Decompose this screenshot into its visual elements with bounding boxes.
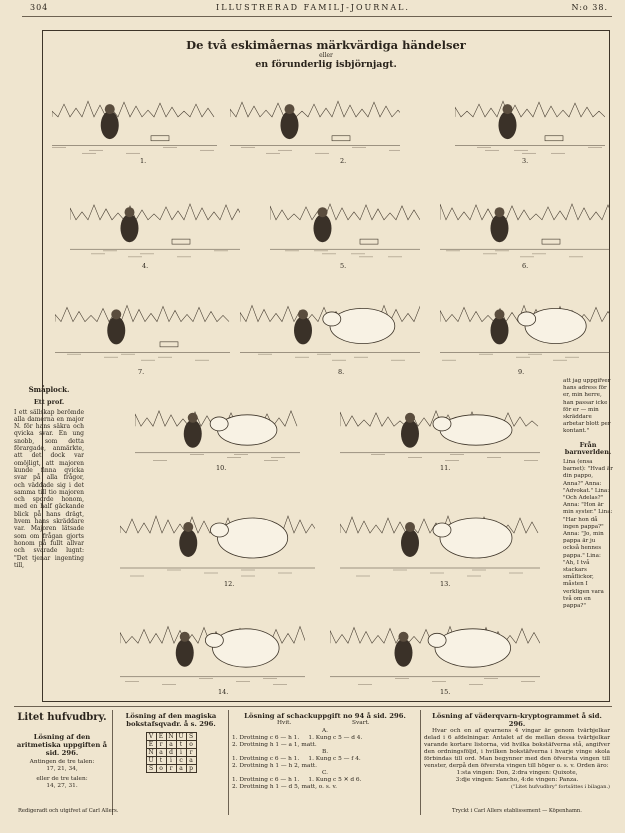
panel-illustration	[240, 282, 420, 370]
right-column	[563, 378, 613, 610]
sled-icon	[542, 239, 560, 244]
magic-square-row	[146, 749, 196, 757]
eskimo-head-icon	[405, 413, 415, 423]
panel-illustration	[120, 488, 315, 588]
panel-number: 1.	[140, 157, 147, 165]
schack-line: C.	[321, 770, 329, 776]
comic-panel	[52, 80, 217, 162]
eskimo-head-icon	[180, 632, 190, 642]
bear-head-icon	[323, 312, 341, 326]
comic-title: De två eskimåernas märkvärdiga händelser	[186, 38, 466, 52]
vaderqvarn-wings1: 1:sta vingen: Don, 2:dra vingen: Quixote,	[456, 770, 578, 776]
schack-line: 2. Drottning h 1 — d 5, matt, o. s. v.	[232, 784, 337, 790]
smaplock-column	[14, 378, 84, 569]
magic-square	[146, 732, 197, 773]
ice-ridge-icon	[440, 204, 610, 220]
schack-hvit: Hvit.	[277, 720, 292, 726]
eskimo-figure-icon	[121, 214, 139, 242]
bear-head-icon	[205, 633, 223, 647]
schack-line: 1. Drottning c 6 — h 1. 1. Kung c 5 — d 4.	[232, 735, 363, 741]
hufvudbry-line1: Antingen de tre talen:	[29, 759, 95, 765]
polar-bear-icon	[435, 629, 511, 667]
magic-square-cell: o	[186, 741, 196, 749]
comic-panel	[440, 282, 610, 370]
comic-panel	[340, 392, 540, 468]
panel-number: 4.	[142, 262, 149, 270]
panel-number: 8.	[338, 368, 345, 376]
panel-illustration	[52, 80, 217, 162]
bear-head-icon	[433, 417, 451, 431]
eskimo-figure-icon	[314, 214, 332, 242]
panel-illustration	[230, 80, 400, 162]
comic-panel	[70, 182, 240, 266]
eskimo-figure-icon	[176, 639, 194, 667]
header-rule	[22, 16, 612, 17]
bear-head-icon	[210, 417, 228, 431]
schack-line: 2. Drottning h 1 — h 2, matt.	[232, 763, 317, 769]
panel-illustration	[340, 392, 540, 468]
comic-panel	[270, 182, 420, 266]
eskimo-figure-icon	[491, 214, 509, 242]
magic-square-cell: U	[146, 757, 156, 765]
magic-square-cell: E	[146, 741, 156, 749]
panel-number: 14.	[218, 688, 229, 696]
ice-ridge-icon	[230, 101, 400, 117]
magic-square-cell: t	[176, 741, 186, 749]
eskimo-head-icon	[111, 309, 121, 319]
hufvudbry-nums2: 14, 27, 31.	[46, 783, 78, 789]
eskimo-head-icon	[399, 632, 409, 642]
comic-panel	[135, 392, 300, 468]
polar-bear-icon	[330, 308, 395, 343]
eskimo-figure-icon	[395, 639, 413, 667]
column-divider	[420, 710, 421, 815]
ice-ridge-icon	[55, 305, 229, 321]
journal-title: ILLUSTRERAD FAMILJ-JOURNAL.	[216, 3, 410, 12]
eskimo-head-icon	[503, 104, 513, 114]
panel-illustration	[440, 282, 610, 370]
barnverlden-dialogue: Lina (ensa barnet): "Hvad är din pappo, Anna?" Anna: "Advokat." Lina: "Och Adelas?" Anna: "Hon är min syster." Lina: "Har hon då ingen pappa?" Anna: "Jo, min pappa är ju också hennes pappa." Lina: "Ah, I två stackars småflickor, måsten I verkligen vara två om en pappa?"	[563, 459, 613, 610]
magic-square-cell: a	[166, 741, 176, 749]
magic-square-cell: S	[186, 733, 196, 741]
eskimo-figure-icon	[107, 316, 125, 344]
magic-square-row	[146, 733, 196, 741]
panel-number: 11.	[440, 464, 451, 472]
eskimo-figure-icon	[401, 529, 419, 557]
panel-number: 3.	[522, 157, 529, 165]
panel-number: 15.	[440, 688, 451, 696]
smaplock-heading: Småplock.	[28, 385, 70, 394]
comic-panel	[240, 282, 420, 370]
magic-square-cell: r	[156, 741, 166, 749]
sled-icon	[332, 136, 350, 141]
comic-panel	[230, 80, 400, 162]
print-footer: Tryckt i Carl Allers etablissement — Köpenhamn.	[452, 808, 582, 814]
panel-number: 7.	[138, 368, 145, 376]
eskimo-head-icon	[183, 522, 193, 532]
magic-square-cell: V	[146, 733, 156, 741]
magiska-section	[116, 712, 226, 773]
panel-illustration	[120, 600, 305, 696]
bear-head-icon	[433, 523, 451, 537]
story-title: Ett prof.	[33, 398, 65, 407]
vaderqvarn-wings2: 3:dje vingen: Sancho, 4:de vingen: Panza.	[455, 777, 579, 783]
eskimo-figure-icon	[179, 529, 197, 557]
magic-square-cell: a	[156, 749, 166, 757]
ice-ridge-icon	[270, 204, 420, 220]
sled-icon	[172, 239, 190, 244]
magic-square-cell: U	[176, 733, 186, 741]
magic-square-row	[146, 757, 196, 765]
comic-panel	[120, 600, 305, 696]
magic-square-cell: N	[146, 749, 156, 757]
eskimo-head-icon	[105, 104, 115, 114]
eskimo-figure-icon	[491, 316, 509, 344]
schack-line: 1. Drottning c 6 — h 1. 1. Kung c 5 — f 4.	[232, 756, 361, 762]
comic-panel	[120, 488, 315, 588]
magic-square-cell: r	[166, 765, 176, 773]
magic-square-cell: d	[166, 749, 176, 757]
hufvudbry-subtitle: Lösning af den aritmetiska uppgiften å sid. 296.	[16, 733, 108, 757]
polar-bear-icon	[525, 308, 586, 343]
panel-number: 2.	[340, 157, 347, 165]
comic-panel	[440, 182, 610, 266]
bear-head-icon	[518, 312, 536, 326]
magic-square-cell: o	[156, 765, 166, 773]
eskimo-head-icon	[298, 309, 308, 319]
eskimo-figure-icon	[281, 111, 299, 139]
comic-panel	[455, 80, 605, 162]
magic-square-cell: a	[186, 757, 196, 765]
vaderqvarn-section	[424, 712, 610, 791]
panel-number: 12.	[224, 580, 235, 588]
eskimo-head-icon	[405, 522, 415, 532]
ice-ridge-icon	[70, 204, 240, 220]
panel-illustration	[135, 392, 300, 468]
panel-number: 9.	[518, 368, 525, 376]
magiska-title: Lösning af den magiska bokstafsqvadr. å s. 296.	[125, 712, 217, 728]
schack-line: 1. Drottning c 6 — h 1. 1. Kung c 5 ✕ d 6.	[232, 777, 362, 783]
magic-square-row	[146, 741, 196, 749]
sled-icon	[360, 239, 378, 244]
eskimo-head-icon	[125, 207, 135, 217]
magic-square-cell: t	[156, 757, 166, 765]
column-divider	[112, 710, 113, 815]
polar-bear-icon	[440, 518, 512, 558]
magic-square-cell: S	[146, 765, 156, 773]
panel-illustration	[70, 182, 240, 266]
eskimo-head-icon	[495, 309, 505, 319]
schack-svart: Svart.	[352, 720, 370, 726]
eskimo-head-icon	[318, 207, 328, 217]
vaderqvarn-title: Lösning af väderqvarn-kryptogrammet å sid. 296.	[432, 712, 602, 728]
bottom-rule	[14, 706, 612, 707]
column-divider	[228, 710, 229, 815]
panel-illustration	[270, 182, 420, 266]
eskimo-figure-icon	[401, 420, 419, 448]
magic-square-cell: c	[176, 757, 186, 765]
eskimo-figure-icon	[184, 420, 202, 448]
panel-illustration	[440, 182, 610, 266]
page-number: 304	[30, 3, 49, 12]
eskimo-head-icon	[285, 104, 295, 114]
vaderqvarn-text: Hvar och en af qvarnens 4 vingar är genom tvärbjelkar delad i 6 afdelningar. Antalet af de mellan dessa tvärbjelkar varande kortare listorna, vid hvilka bokstäfverna stå, angifver den ordningsföljd, i hvilken bokstäfverna i hvarje vinge skola förbindas till ord. Man begynner med den öfversta vingen till venster, derpå den öfversta vingen till höger o. s. v. Orden äro:	[424, 728, 610, 769]
bear-head-icon	[210, 523, 228, 537]
sled-icon	[151, 136, 169, 141]
schack-line: A.	[321, 728, 329, 734]
eskimo-head-icon	[495, 207, 505, 217]
ice-ridge-icon	[455, 101, 605, 117]
eskimo-figure-icon	[101, 111, 119, 139]
issue-number: N:o 38.	[571, 3, 608, 12]
comic-panel	[330, 600, 540, 696]
polar-bear-icon	[213, 629, 280, 667]
magic-square-cell: r	[186, 749, 196, 757]
magic-square-cell: p	[186, 765, 196, 773]
eskimo-figure-icon	[499, 111, 517, 139]
panel-number: 5.	[340, 262, 347, 270]
schack-title: Lösning af schackuppgift no 94 å sid. 296.	[244, 712, 406, 720]
bear-head-icon	[428, 633, 446, 647]
eskimo-figure-icon	[294, 316, 312, 344]
hufvudbry-section	[14, 712, 110, 790]
barnverlden-title: Från barnverlden.	[564, 440, 612, 456]
story-continuation: att jag uppgifver hans adress för er, min herre, han passar icke för er — min skräddare arbetar blott per kontant."	[563, 378, 611, 435]
vaderqvarn-continued: ("Litet hufvudbry" fortsättes i bilagan.)	[510, 784, 610, 790]
hufvudbry-line2: eller de tre talen:	[36, 776, 88, 782]
magic-square-cell: E	[156, 733, 166, 741]
panel-number: 13.	[440, 580, 451, 588]
hufvudbry-nums1: 17, 21, 34,	[46, 766, 78, 772]
eskimo-head-icon	[188, 413, 198, 423]
page-header	[18, 3, 608, 15]
panel-illustration	[330, 600, 540, 696]
schack-lines	[232, 728, 418, 791]
sled-icon	[545, 136, 563, 141]
panel-illustration	[55, 282, 230, 370]
comic-subtitle: en förunderlig isbjörnjagt.	[255, 59, 397, 70]
panel-number: 6.	[522, 262, 529, 270]
polar-bear-icon	[218, 518, 288, 558]
sled-icon	[160, 342, 178, 347]
schack-line: B.	[321, 749, 329, 755]
magic-square-cell: i	[176, 749, 186, 757]
polar-bear-icon	[440, 415, 512, 445]
schack-line: 2. Drottning h 1 — a 1, matt.	[232, 742, 317, 748]
ice-ridge-icon	[52, 101, 214, 117]
story-text: I ett sällskap berömde alla damerna en major N. för hans säkra och qvicka svar. En ung snobb, som detta förargade, anmärkte, att det dock var omöjligt, att majoren kunde finna qvicka svar på alla frågor, och väddade sig i det samma till tio majoren och sporde honom, med en half gäckande blick på hans drägt, hvem hans skräddare var. Majoren lätsade som om frågan gjorts honom på fullt allvar och svarade lugnt: "Det tjenar ingenting till,	[14, 408, 84, 569]
hufvudbry-title: Litet hufvudbry.	[17, 712, 107, 723]
panel-illustration	[455, 80, 605, 162]
comic-panel	[340, 488, 540, 588]
magic-square-row	[146, 765, 196, 773]
redaktion-footer: Redigeradt och utgifvet af Carl Allers.	[18, 808, 119, 814]
panel-illustration	[340, 488, 540, 588]
comic-panel	[55, 282, 230, 370]
magic-square-cell: i	[166, 757, 176, 765]
comic-eller: eller	[319, 52, 333, 59]
schack-section	[232, 712, 418, 791]
panel-number: 10.	[216, 464, 227, 472]
magic-square-cell: N	[166, 733, 176, 741]
magic-square-cell: a	[176, 765, 186, 773]
